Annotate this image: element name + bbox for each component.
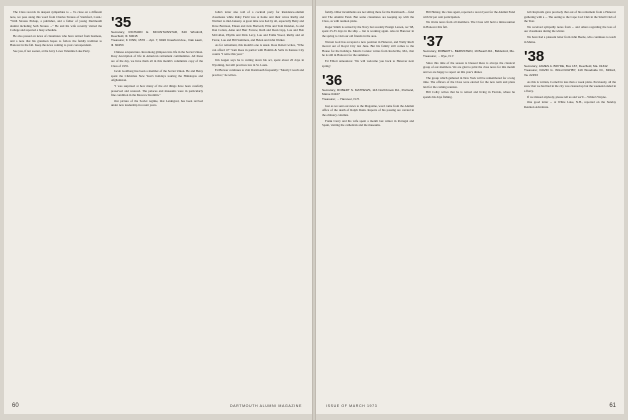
paragraph: Chinese acupuncture. Reconiong glimpses into life in the Soviet Union. Rosy description of life in American retirement communities. All these are of the day, we have them all in this month's columnists copy of the Class of 1935. — [111, 49, 203, 68]
left-column-3 — [212, 10, 304, 396]
class-heading — [111, 16, 203, 47]
left-column-2 — [111, 10, 203, 396]
left-page — [4, 6, 312, 414]
class-secretary: Secretary, ROBERT S. MATHEWS, 116 Northbrook Rd., Portland, Maine 04107 — [322, 88, 414, 97]
paragraph: See you, if not sooner, at the Jerry Lowe Valentine Lake Party. — [13, 48, 91, 53]
class-year: '38 — [524, 48, 545, 66]
class-secretary: Secretary, JAMES A. BRYDE, Box 167, Deerfield, Ma. 01342 — [524, 64, 608, 69]
paragraph: As this is written, Cornell in less than a week plans. Previously, all the snow that we had had in the city was cleaned up but the weekend ended in a flurry. — [524, 79, 616, 93]
paragraph: Jim Gugen says he is cutting down his act, spent about 20 days in Wyoming, but still practices law in St. Louis. — [212, 57, 304, 67]
magazine-title: DARTMOUTH ALUMNI MAGAZINE — [229, 404, 302, 408]
class-secretary: Secretary, ROBERT L. BERNSTEIN, 19 Beach Rd., Biddeford, Me. — [423, 49, 515, 54]
class-year: '35 — [111, 14, 132, 31]
class-treasurer: Treasurer, ... Rye, N.Y. — [423, 53, 455, 58]
paragraph: As for retirement, this month's one is usual. Ross Robert writes, "Who can afford it?" Sam Rees in partial with Hamlin & Sells in Kansas City counts "I retire this year." — [212, 43, 304, 57]
class-secretary: Secretary, RICHARD E. MOUNTAINSTAR, 640 Windmill, Deerfield, Ill. 60015 — [111, 30, 203, 39]
paragraph: The Class records its deepest sympathies to ... To close on a different note, we pass along this word from Charles Strauss of Stamford, Conn.: "With Strauss Pickup, a publisher, and a father of young Dartmouth alumni including Seth Strauss ..." He and his wife recently visited the College and reported a busy schedule. — [10, 10, 102, 33]
right-footer — [316, 399, 624, 409]
paragraph: Ed Brewer continues to visit Dartmouth frequently: "Mostly I teach and practice," he writes. — [212, 68, 304, 77]
right-page — [316, 6, 624, 414]
paragraph: Bill Colby writes that he is retired and living in Florida, where he spends his days fishing. — [423, 90, 515, 99]
right-column-2 — [423, 10, 515, 396]
right-column-1 — [322, 10, 414, 396]
paragraph: He also passed on news of classmates who have retired from business, and a note that his grandson hopes to follow the family tradition to Hanover in the fall. Keep the news coming to your correspondent. — [10, 33, 102, 48]
paragraph: Roger Smith is retired by the Navy but recently Ensign Larsen, rec '68, spent 25-35 days in the ship ... but is working again. Also in Hanover in the spring to visit our old friends in the area. — [322, 24, 414, 38]
paragraph: We received sympathy notes from ... and others regarding the loss of our classmates during the winter. — [524, 24, 616, 34]
class-year: '36 — [322, 72, 343, 90]
class-heading — [322, 74, 414, 101]
class-heading — [423, 35, 515, 57]
class-year: '37 — [423, 33, 444, 51]
left-column-1 — [10, 10, 102, 396]
paragraph: Gib Reynolds gave precisely that out of his retirement from a Hanover gathering with a ... The outing to the Cape Cod Club in the Small Club of the Year. — [524, 10, 616, 24]
page-number: 61 — [609, 403, 616, 409]
paragraph: Bill Hanley, the class agent, reported a record year for the Alumni Fund with 92 per cent participation. — [423, 10, 515, 19]
left-footer — [4, 399, 312, 409]
class-treasurer: Treasurer, ... Hanover, N.H. — [322, 96, 360, 101]
paragraph: John's letter also told of a cocktail party for Residence-alumni classmates while Ruby Field was at home and their wives Ruthy and Warburt to mid-January. A great time was had by all, especially Betty and Dave Barrison, Eileen and Jack Hartwell, Ellie and Tom Dundon, Jo and Dan Colton, Anne and Hurr Farrow, Ruth and Dean Lipp, Lou and Bob McCallan, Phyllis and Dick Levy, Lou and Eddie Wood, Ruthy and Al Farrar, Lou and Bill Summers, and Helen and John Walker. — [212, 10, 304, 42]
paragraph: If we missed anybody, please tell us and we'll ... White's Wayne. — [527, 94, 607, 99]
class-heading — [524, 50, 616, 77]
paragraph: We invite news from all members. The Class will hold a mini-reunion in Hanover this fall. — [423, 20, 515, 29]
class-treasurer: Treasurer, DAVID G. WILLOUGHBY, 119 Woodside Dr., Milford, Va. 22153 — [524, 68, 616, 77]
class-treasurer: Treasurer, F. FINN, 1570 ... Apt. 7, 9020 Crawford Ave., Oak Lawn, Ill. 60453 — [111, 38, 203, 47]
paragraph: Since this time of the season is blessed there is always the classical group of our members. We are glad to print the class news for this month and we are happy to report on this year's dinner. — [423, 60, 515, 74]
paragraph: Just as we sent our news to the Magazine, word came from the Alumni office of the death of Ralph Dunn. Reports of his passing are carried in the obituary columns. — [322, 103, 414, 117]
paragraph: Ed Elliott announces: 'We will welcome you back to Hanover next spring.' — [322, 58, 414, 68]
paragraph: Our picture of the Soviet regime, that Leningrad, has been revived under new leadership in recent years. — [111, 98, 203, 108]
paragraph: We have had a pleasant letter from John Beebe, who continues to teach in Maine. — [524, 34, 616, 44]
paragraph: The group which gathered in New York will be remembered for a long time. The officers of the Class were elected for the new term and plans laid for the coming reunion. — [423, 75, 515, 89]
paragraph: One good letter ... at White Lake, N.H., reported on the Sunday Reunion Adventure. — [524, 100, 616, 109]
right-column-3 — [524, 10, 616, 396]
issue-date: ISSUE OF MARCH 1973 — [326, 404, 378, 408]
paragraph: family. Other incumbents are not sitting there for the Dartmouth ... fund and The Alumni Fund. But some classmates are keeping up with the Class, as with reunion plans. — [322, 10, 414, 24]
paragraph: "I was surprised at how many of the old things have been carefully preserved and restored. The palaces and museums were in particularly fine condition in the Moscow Kremlin." — [111, 83, 203, 98]
page-number: 60 — [12, 403, 19, 409]
paragraph: Frank Curry and his wife spent a month last winter in Portugal and Spain, visiting the cathedrals and the museums. — [322, 118, 414, 128]
paragraph: Warren Gott has accepted a new position in Hanover, and Wally Ruch moved out of Royal City last June. But his family still comes to the House for the holidays. Morris Connor writes from Rockville, Md., that he is still in Hanover for the summers. — [322, 39, 414, 58]
paragraph: Jacob Goldberg has been a member of the Soviet Union. He and Betsy spent the Christmas New Year's holidays touring the Himalayas and Afghanistan. — [111, 69, 203, 83]
